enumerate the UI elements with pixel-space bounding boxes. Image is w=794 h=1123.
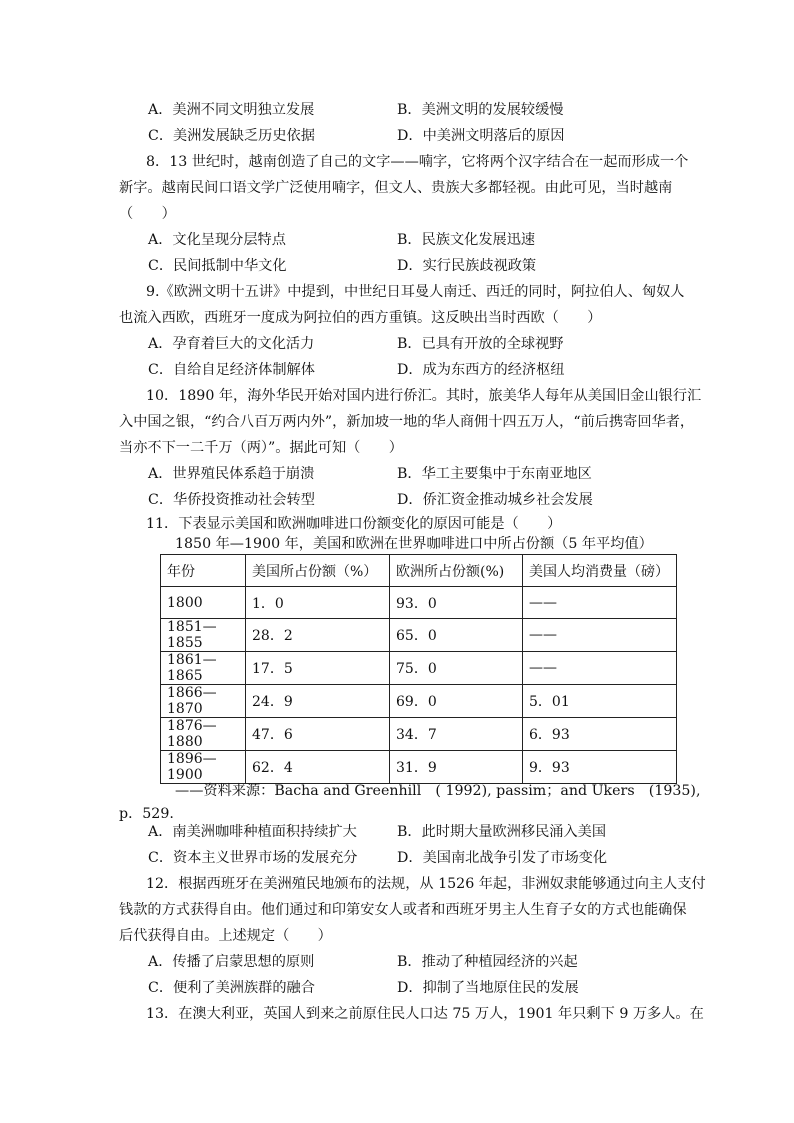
q10-option-a: A．世界殖民体系趋于崩溃 bbox=[148, 466, 315, 482]
table-cell: 93．0 bbox=[390, 587, 523, 619]
q10-stem-line1: 10．1890 年，海外华民开始对国内进行侨汇。其时，旅美华人每年从美国旧金山银行汇 bbox=[146, 388, 702, 404]
table-cell: 24．9 bbox=[246, 685, 390, 718]
table-cell: 6．93 bbox=[523, 718, 677, 751]
q9-stem-line2: 也流入西欧，西班牙一度成为阿拉伯的西方重镇。这反映出当时西欧（ ） bbox=[119, 310, 602, 326]
q12-stem-line3: 后代获得自由。上述规定（ ） bbox=[119, 928, 332, 944]
table-cell: 65．0 bbox=[390, 619, 523, 652]
q12-stem-line2: 钱款的方式获得自由。他们通过和印第安女人或者和西班牙男主人生育子女的方式也能确保 bbox=[119, 902, 687, 918]
table-cell: —— bbox=[523, 587, 677, 619]
table-row bbox=[161, 685, 677, 718]
coffee-import-table bbox=[160, 554, 677, 784]
q12-option-b: B．推动了种植园经济的兴起 bbox=[397, 954, 578, 970]
q9-option-b: B．已具有开放的全球视野 bbox=[397, 336, 564, 352]
q11-option-b: B．此时期大量欧洲移民涌入美国 bbox=[397, 824, 607, 840]
table-header-cell: 欧洲所占份额(%) bbox=[390, 555, 523, 587]
table-row bbox=[161, 718, 677, 751]
q11-table-caption: 1850 年—1900 年，美国和欧洲在世界咖啡进口中所占份额（5 年平均值） bbox=[175, 536, 653, 552]
table-cell: 1876—1880 bbox=[161, 718, 246, 751]
q10-option-d: D．侨汇资金推动城乡社会发展 bbox=[397, 492, 593, 508]
q9-option-c: C．自给自足经济体制解体 bbox=[148, 362, 315, 378]
q8-stem-line3: （ ） bbox=[119, 206, 176, 222]
table-cell: 1866—1870 bbox=[161, 685, 246, 718]
q10-option-b: B．华工主要集中于东南亚地区 bbox=[397, 466, 592, 482]
table-cell: 1851—1855 bbox=[161, 619, 246, 652]
table-cell: 28．2 bbox=[246, 619, 390, 652]
table-cell: 69．0 bbox=[390, 685, 523, 718]
table-row bbox=[161, 751, 677, 784]
q7-option-a: A．美洲不同文明独立发展 bbox=[148, 102, 315, 118]
table-cell: 5．01 bbox=[523, 685, 677, 718]
q7-option-c: C．美洲发展缺乏历史依据 bbox=[148, 128, 315, 144]
q8-option-d: D．实行民族歧视政策 bbox=[397, 258, 537, 274]
q7-option-d: D．中美洲文明落后的原因 bbox=[397, 128, 565, 144]
q9-option-a: A．孕育着巨大的文化活力 bbox=[148, 336, 315, 352]
table-cell: 1．0 bbox=[246, 587, 390, 619]
q11-source-line2: p．529. bbox=[119, 806, 174, 822]
table-cell: —— bbox=[523, 652, 677, 685]
q12-option-c: C．便利了美洲族群的融合 bbox=[148, 980, 315, 996]
table-header-cell: 年份 bbox=[161, 555, 246, 587]
table-row bbox=[161, 587, 677, 619]
q12-option-a: A．传播了启蒙思想的原则 bbox=[148, 954, 315, 970]
table-cell: 75．0 bbox=[390, 652, 523, 685]
q8-option-b: B．民族文化发展迅速 bbox=[397, 232, 536, 248]
table-cell: —— bbox=[523, 619, 677, 652]
table-cell: 1800 bbox=[161, 587, 246, 619]
table-cell: 62．4 bbox=[246, 751, 390, 784]
q10-stem-line2: 入中国之银，“约合八百万两内外”，新加坡一地的华人商佣十四五万人，“前后携寄回华者， bbox=[119, 414, 695, 430]
q11-option-d: D．美国南北战争引发了市场变化 bbox=[397, 850, 608, 866]
q11-option-a: A．南美洲咖啡种植面积持续扩大 bbox=[148, 824, 357, 840]
q8-option-c: C．民间抵制中华文化 bbox=[148, 258, 287, 274]
table-row bbox=[161, 619, 677, 652]
table-header-cell: 美国人均消费量（磅） bbox=[523, 555, 677, 587]
q8-stem-line2: 新字。越南民间口语文学广泛使用喃字，但文人、贵族大多都轻视。由此可见，当时越南 bbox=[119, 180, 673, 196]
table-cell: 31．9 bbox=[390, 751, 523, 784]
table-cell: 47．6 bbox=[246, 718, 390, 751]
q8-stem-line1: 8．13 世纪时，越南创造了自己的文字——喃字，它将两个汉字结合在一起而形成一个 bbox=[146, 154, 689, 170]
q9-stem-line1: 9.《欧洲文明十五讲》中提到，中世纪日耳曼人南迁、西迁的同时，阿拉伯人、匈奴人 bbox=[146, 284, 685, 300]
q11-source-line1: ——资料来源：Bacha and Greenhill ( 1992), passim；and Ukers (1935), bbox=[175, 783, 701, 799]
table-cell: 9．93 bbox=[523, 751, 677, 784]
table-header-row bbox=[161, 555, 677, 587]
q8-option-a: A．文化呈现分层特点 bbox=[148, 232, 286, 248]
q12-option-d: D．抑制了当地原住民的发展 bbox=[397, 980, 579, 996]
table-cell: 1861—1865 bbox=[161, 652, 246, 685]
q12-stem-line1: 12．根据西班牙在美洲殖民地颁布的法规，从 1526 年起，非洲奴隶能够通过向主人支付 bbox=[146, 876, 706, 892]
q9-option-d: D．成为东西方的经济枢纽 bbox=[397, 362, 565, 378]
table-cell: 34．7 bbox=[390, 718, 523, 751]
q10-option-c: C．华侨投资推动社会转型 bbox=[148, 492, 315, 508]
q7-option-b: B．美洲文明的发展较缓慢 bbox=[397, 102, 564, 118]
table-header-cell: 美国所占份额（%） bbox=[246, 555, 390, 587]
table-cell: 1896—1900 bbox=[161, 751, 246, 784]
q11-stem-line1: 11．下表显示美国和欧洲咖啡进口份额变化的原因可能是（ ） bbox=[146, 516, 562, 532]
q10-stem-line3: 当亦不下一二千万（两）”。据此可知（ ） bbox=[119, 440, 403, 456]
table-cell: 17．5 bbox=[246, 652, 390, 685]
q11-option-c: C．资本主义世界市场的发展充分 bbox=[148, 850, 358, 866]
q13-stem-line1: 13．在澳大利亚，英国人到来之前原住民人口达 75 万人，1901 年只剩下 9 万多人。在 bbox=[146, 1006, 704, 1022]
table-row bbox=[161, 652, 677, 685]
